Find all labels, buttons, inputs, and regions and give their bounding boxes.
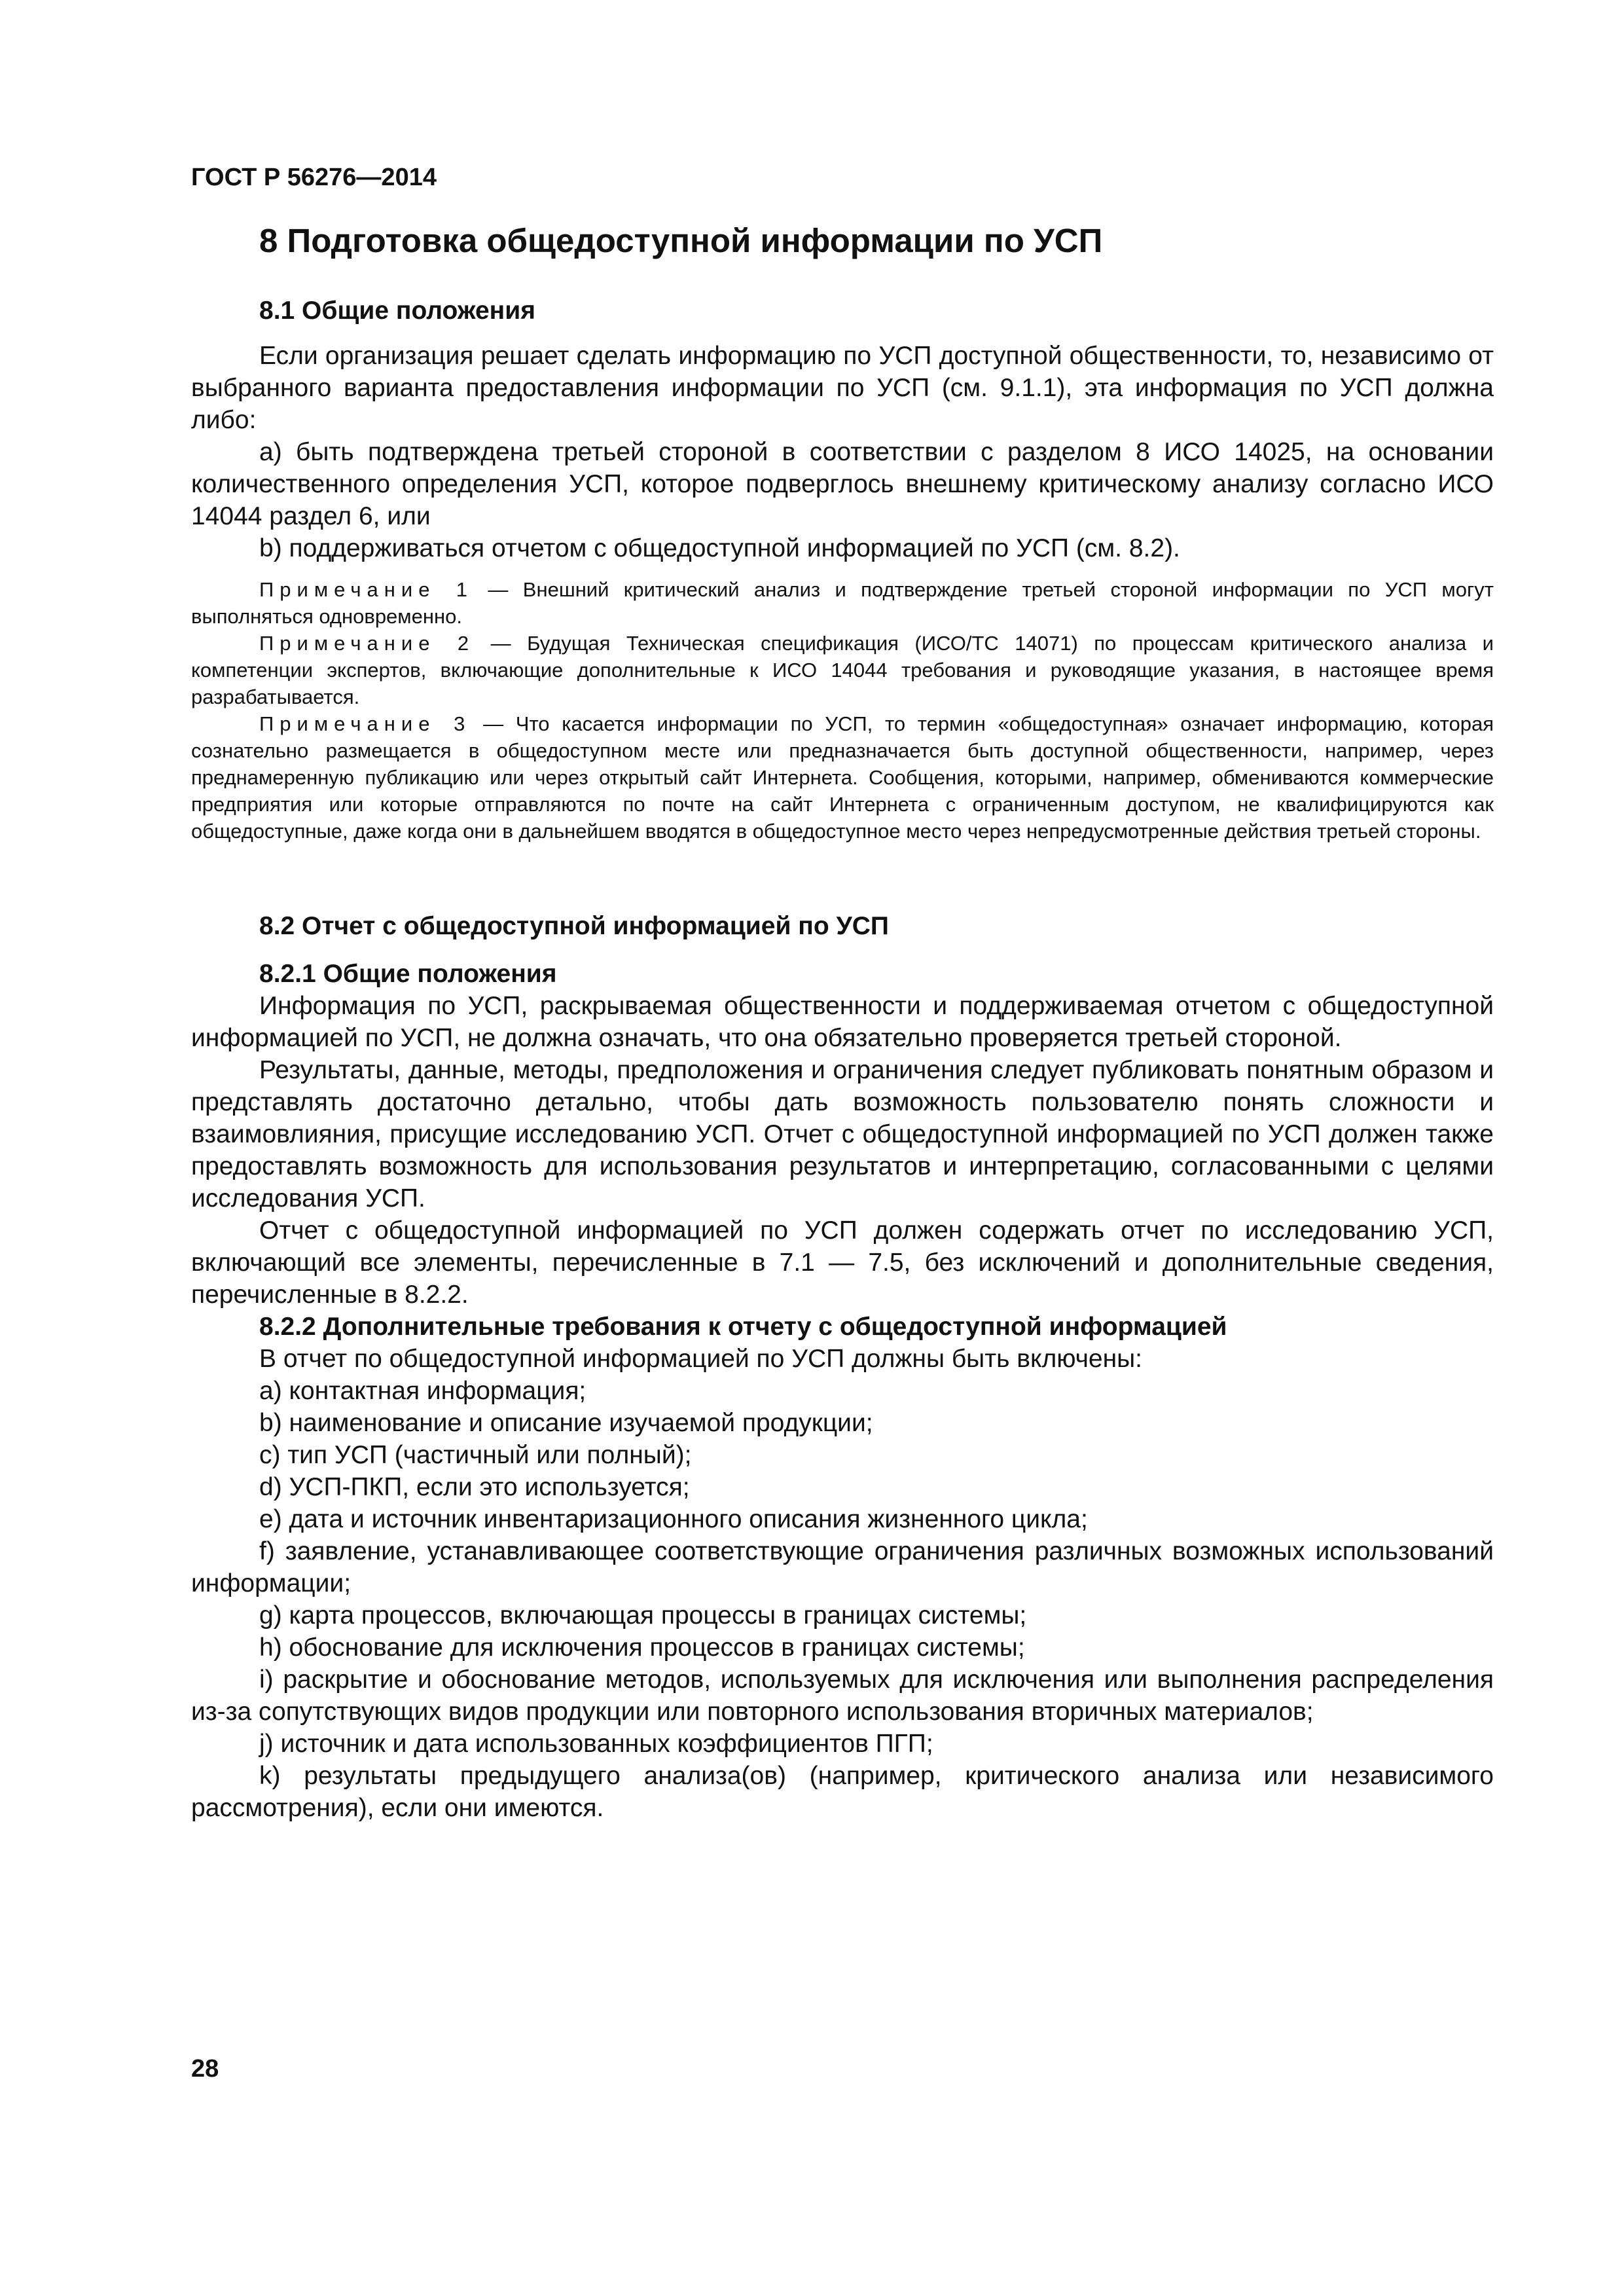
list-item: e) дата и источник инвентаризационного описания жизненного цикла; [259, 1505, 1088, 1533]
section-8-1 [191, 295, 1494, 845]
note-text: — Будущая Техническая спецификация (ИСО/ТС 14071) по процессам критического анализа и компетенции экспертов, включающие дополнительные к ИСО 14044 требования и руководящие указания, в настоящее время разрабатывается. [191, 632, 1494, 708]
list-item: a) быть подтверждена третьей стороной в соответствии с разделом 8 ИСО 14025, на основании количественного определения УСП, которое подверглось внешнему критическому анализу согласно ИСО 14044 раздел 6, или [191, 438, 1494, 530]
note-label: Примечание 2 [259, 632, 475, 655]
list-item: k) результаты предыдущего анализа(ов) (например, критического анализа или независимого рассмотрения), если они имеются. [191, 1762, 1494, 1822]
document-header: ГОСТ Р 56276—2014 [191, 164, 437, 191]
section-8-2-2-title: 8.2.2 Дополнительные требования к отчету с общедоступной информацией [259, 1313, 1227, 1341]
paragraph: Если организация решает сделать информацию по УСП доступной общественности, то, независимо от выбранного варианта предоставления информации по УСП (см. 9.1.1), эта информация по УСП должна либо: [191, 342, 1494, 434]
list-item: f) заявление, устанавливающее соответствующие ограничения различных возможных использований информации; [191, 1537, 1494, 1597]
paragraph: В отчет по общедоступной информацией по УСП должны быть включены: [259, 1345, 1143, 1373]
list-item: d) УСП-ПКП, если это используется; [259, 1473, 690, 1501]
note-3 [191, 710, 1494, 845]
list-item: j) источник и дата использованных коэффициентов ПГП; [259, 1730, 933, 1758]
section-8-2 [191, 910, 1494, 1824]
note-text: — Что касается информации по УСП, то термин «общедоступная» означает информацию, которая сознательно размещается в общедоступном месте или предназначается быть доступной общественности, например, через преднамеренную публикацию или через открытый сайт Интернета. Сообщения, которыми, например, обмениваются коммерческие предприятия или которые отправляются по почте на сайт Интернета с ограниченным доступом, не квалифицируются как общедоступные, даже когда они в дальнейшем вводятся в общедоступное место через непредусмотренные действия третьей стороны. [191, 712, 1494, 843]
list-item: b) поддерживаться отчетом с общедоступной информацией по УСП (см. 8.2). [259, 534, 1180, 562]
list-item: g) карта процессов, включающая процессы в границах системы; [259, 1601, 1027, 1630]
paragraph: Информация по УСП, раскрываемая общественности и поддерживаемая отчетом с общедоступной информацией по УСП, не должна означать, что она обязательно проверяется третьей стороной. [191, 992, 1494, 1052]
list-item: h) обоснование для исключения процессов в границах системы; [259, 1633, 1025, 1662]
list-item: c) тип УСП (частичный или полный); [259, 1441, 692, 1469]
list-item: i) раскрытие и обоснование методов, используемых для исключения или выполнения распределения из-за сопутствующих видов продукции или повторного использования вторичных материалов; [191, 1666, 1494, 1726]
note-label: Примечание 1 [259, 578, 474, 601]
page-number: 28 [191, 2055, 219, 2083]
section-8-2-1-title: 8.2.1 Общие положения [259, 960, 557, 988]
section-8-2-title: 8.2 Отчет с общедоступной информацией по УСП [259, 912, 889, 940]
note-label: Примечание 3 [259, 712, 471, 735]
list-item: а) контактная информация; [259, 1377, 586, 1405]
note-1 [191, 576, 1494, 630]
note-text: — Внешний критический анализ и подтверждение третьей стороной информации по УСП могут выполняться одновременно. [191, 578, 1494, 628]
note-2 [191, 630, 1494, 710]
section-8-title: 8 Подготовка общедоступной информации по УСП [259, 222, 1103, 259]
list-item: b) наименование и описание изучаемой продукции; [259, 1409, 873, 1437]
section-8-1-title: 8.1 Общие положения [259, 297, 535, 325]
paragraph: Отчет с общедоступной информацией по УСП должен содержать отчет по исследованию УСП, включающий все элементы, перечисленные в 7.1 — 7.5, без исключений и дополнительные сведения, перечисленные в 8.2.2. [191, 1216, 1494, 1309]
paragraph: Результаты, данные, методы, предположения и ограничения следует публиковать понятным образом и представлять достаточно детально, чтобы дать возможность пользователю понять сложности и взаимовлияния, присущие исследованию УСП. Отчет с общедоступной информацией по УСП должен также предоставлять возможность для использования результатов и интерпретацию, согласованными с целями исследования УСП. [191, 1056, 1494, 1212]
